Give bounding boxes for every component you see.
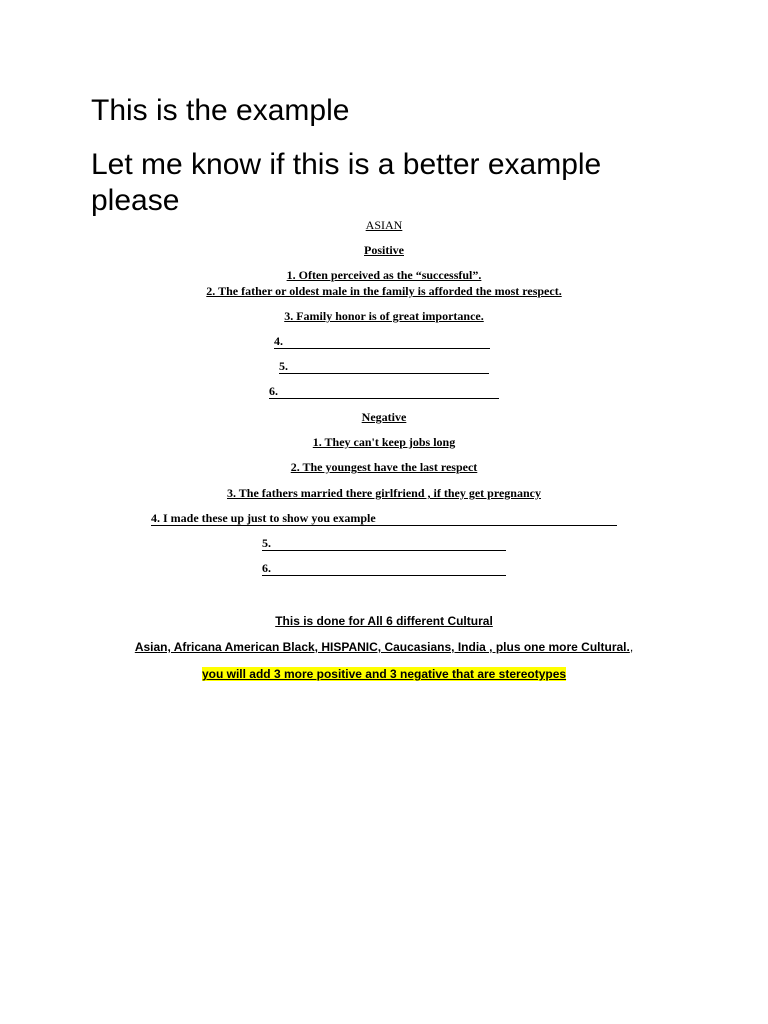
note-cultures-count: This is done for All 6 different Cultural [275,614,493,628]
negative-label: Negative [361,410,407,424]
section-title: ASIAN [365,218,403,232]
negative-item-4: 4. I made these up just to show you example [151,511,617,526]
note-cultures-list: Asian, Africana American Black, HISPANIC, Caucasians, India , plus one more Cultural., [134,640,634,654]
negative-item-1: 1. They can't keep jobs long [312,435,456,449]
positive-item-2: 2. The father or oldest male in the family is afforded the most respect. [206,284,562,298]
negative-item-6: 6. [0,561,768,576]
negative-item-3: 3. The fathers married there girlfriend , if they get pregnancy [227,486,541,500]
positive-item-3: 3. Family honor is of great importance. [284,309,484,323]
positive-label: Positive [364,243,404,257]
instruction-highlight: you will add 3 more positive and 3 negative that are stereotypes [201,667,567,681]
negative-item-2: 2. The youngest have the last respect [290,460,478,474]
positive-item-5: 5. [0,359,768,374]
page-heading: This is the example [91,94,350,127]
negative-item-5: 5. [0,536,768,551]
positive-item-1: 1. Often perceived as the “successful”. [286,268,482,282]
positive-item-6: 6. [0,384,768,399]
positive-item-4: 4. [0,334,768,349]
page-subheading: Let me know if this is a better example please [91,148,602,217]
